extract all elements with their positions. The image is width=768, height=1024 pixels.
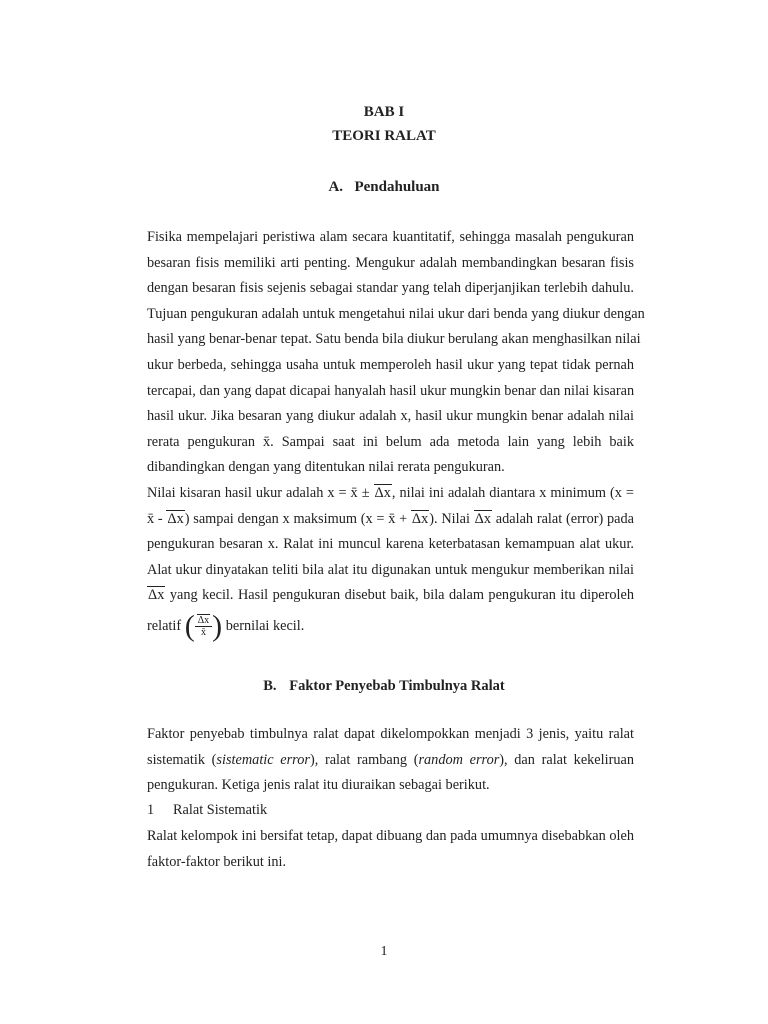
relative-error-line [147, 606, 634, 646]
list-item-number: 1 [147, 802, 155, 818]
text-line: dibandingkan dengan yang ditentukan nilai rerata pengukuran. [147, 459, 505, 476]
italic-term: sistematic error [216, 751, 310, 768]
text-line: Faktor penyebab timbulnya ralat dapat dikelompokkan menjadi 3 jenis, yaitu ralat [147, 726, 634, 742]
chapter-label: BAB I [363, 104, 405, 120]
text-run: - [154, 510, 167, 527]
delta-x-symbol: Δx [411, 510, 429, 527]
text-run: ) sampai dengan x maksimum (x = x̄ + [184, 510, 411, 527]
delta-x-symbol: Δx [374, 485, 391, 501]
section-b-paragraph-2 [147, 824, 634, 875]
delta-x-symbol: Δx [197, 615, 210, 627]
text-line: rerata pengukuran x̄. Sampai saat ini belum ada metoda lain yang lebih baik [147, 433, 634, 450]
x-bar-symbol: x̄ [147, 510, 155, 527]
left-paren: ( [184, 609, 195, 643]
italic-term: random error [418, 751, 500, 768]
equation-range: x = x̄ ± [327, 485, 374, 501]
text-run: ), dan ralat kekeliruan [499, 751, 635, 768]
text-line: Alat ukur dinyatakan teliti bila alat itu digunakan untuk mengukur memberikan nilai [147, 561, 634, 578]
text-line: ukur berbeda, sehingga usaha untuk memperoleh hasil ukur yang tepat tidak pernah [147, 356, 634, 373]
text-line: Tujuan pengukuran adalah untuk mengetahui nilai ukur dari benda yang diukur dengan [147, 305, 645, 322]
text-line [147, 507, 634, 533]
delta-x-symbol: Δx [474, 510, 492, 527]
page-number: 1 [380, 944, 388, 959]
text-line: pengukuran. Ketiga jenis ralat itu diuraikan sebagai berikut. [147, 777, 490, 794]
text-run: , nilai ini adalah diantara x minimum (x = [391, 485, 634, 501]
text-line: hasil ukur. Jika besaran yang diukur adalah x, hasil ukur mungkin benar adalah nilai [147, 408, 634, 425]
text-line: tercapai, dan yang dapat dicapai hanyalah hasil ukur mungkin benar dan nilai kisaran [147, 382, 635, 399]
delta-x-symbol: Δx [167, 510, 184, 527]
text-run: yang kecil. Hasil pengukuran disebut baik, bila dalam pengukuran itu diperoleh [165, 587, 634, 604]
text-run: Nilai kisaran hasil ukur adalah [147, 485, 328, 501]
text-line: hasil yang benar-benar tepat. Satu benda bila diukur berulang akan menghasilkan nilai [147, 331, 641, 348]
text-run: adalah ralat (error) pada [492, 510, 634, 527]
right-paren: ) [212, 609, 223, 643]
fraction-numerator [195, 615, 212, 627]
section-b-heading [0, 678, 768, 695]
text-line: Ralat kelompok ini bersifat tetap, dapat dibuang dan pada umumnya disebabkan oleh [147, 828, 634, 844]
list-item-ralat-sistematik [147, 802, 267, 819]
section-b-letter: B. [263, 678, 277, 694]
section-a-heading [0, 179, 768, 196]
text-line: pengukuran besaran x. Ralat ini muncul karena keterbatasan kemampuan alat ukur. [147, 536, 634, 553]
text-line: besaran fisis memiliki arti penting. Mengukur adalah membandingkan besaran fisis [147, 254, 634, 271]
text-line [147, 748, 634, 774]
chapter-title: TEORI RALAT [332, 128, 436, 144]
text-line: dengan besaran fisis sejenis sebagai standar yang telah diperjanjikan terlebih dahulu. [147, 280, 634, 297]
section-b-paragraph-1 [147, 722, 634, 799]
text-line: faktor-faktor berikut ini. [147, 853, 287, 870]
section-a-paragraph-2 [147, 481, 634, 609]
text-line: Fisika mempelajari peristiwa alam secara kuantitatif, sehingga masalah pengukuran [147, 229, 634, 245]
section-a-letter: A. [328, 179, 344, 195]
section-a-title: Pendahuluan [354, 179, 440, 195]
section-b-title: Faktor Penyebab Timbulnya Ralat [289, 678, 505, 694]
fraction-denominator: x̄ [200, 627, 206, 639]
text-run: relatif [147, 618, 185, 634]
list-item-label: Ralat Sistematik [173, 802, 268, 818]
section-a-paragraph-1 [147, 225, 645, 481]
text-run: bernilai kecil. [222, 618, 305, 634]
text-line [147, 481, 634, 507]
text-run: ). Nilai [429, 510, 474, 527]
text-run: ), ralat rambang ( [309, 751, 419, 768]
relative-error-fraction [195, 615, 212, 638]
text-run: sistematik ( [147, 751, 217, 768]
delta-x-symbol: Δx [148, 587, 165, 604]
